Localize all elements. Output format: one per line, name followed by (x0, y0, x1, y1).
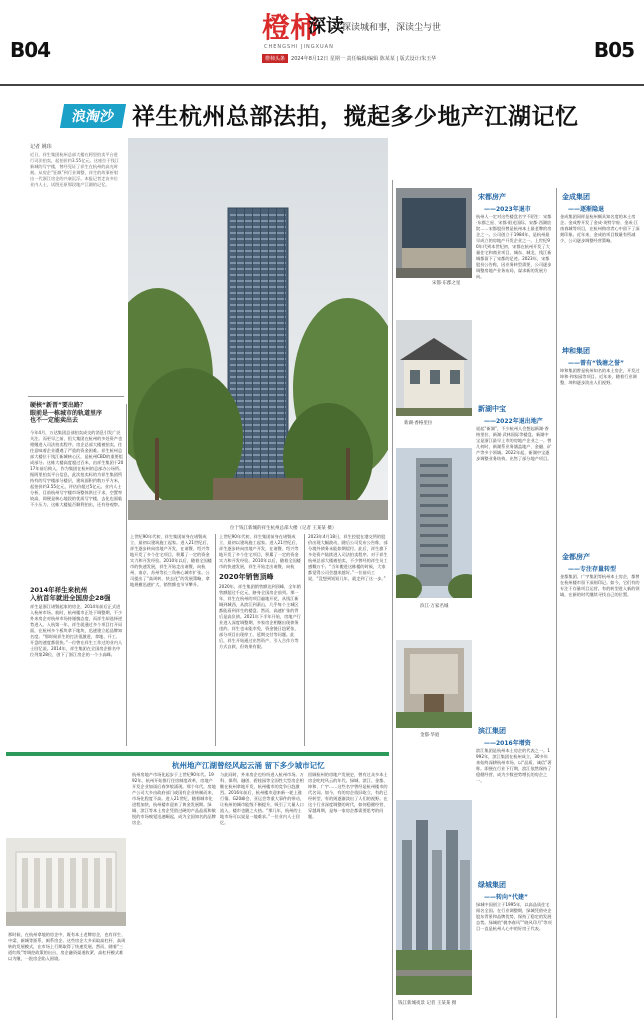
box-body-a: 杭州房地产市场化起步于上世纪90年代。1992年，杭州开始推行住房制度改革，房地产开发企业如雨后春笋般涌现。那个年代，房地产公司大多由政府部门或国有企业转制而来，市场化程度不高。进入21世纪，随着城市化进程加快，杭州楼市迎来了黄金发展期。绿城、滨江等本土房企凭借过硬的产品品质和敏锐的市场嗅觉迅速崛起，成为全国知名的品牌房企。 (132, 772, 216, 825)
main-photo-tower (128, 138, 388, 520)
body-col1b: 祥生是浙江诸暨起家的房企，2014年前后正式进入杭州市场。彼时，杭州楼市正处于调整期，不少外来房企对杭州市场持谨慎态度，而祥生却选择逆势进入。入杭第一年，祥生就通过多个项目打开局面，在杭州多个板块拿下地块，迅速建立起品牌知名度。“那时候祥生的打法很激进，拿地、开工、开盘的速度都很快。”一位曾在祥生工作过的业内人士回忆说。2014年，祥生集团在全国房企排名中位列第28位，创下了浙江房企的一个小高峰。 (30, 604, 123, 657)
side-caption-4: 金都·华庭 (420, 733, 440, 738)
section-tagline: 探读城和事，深读尘与世 (342, 23, 442, 33)
page-number-left: B04 (10, 38, 51, 62)
subhead-2: 2014年祥生来杭州 入杭首年就进全国房企28强 (30, 586, 111, 603)
right-divider-2 (556, 188, 557, 1018)
brand-logo: 橙柿 (262, 11, 319, 44)
r-head-3: 滨江集团 (478, 727, 506, 735)
r-sub-3: ——2016年增资 (484, 740, 531, 747)
subhead-1: 硬核“新晋”要出路？ 眼前是一栋城市的轨道里序 也不一定能卖出去 (30, 402, 103, 424)
main-headline: 祥生杭州总部法拍，搅起多少地产江湖记忆 (132, 104, 579, 130)
box-body-c: 回顾杭州的房地产发展史，曾有过众多本土房企叱咤风云的年代。绿城、滨江、金都、坤和、广宇……这些名字曾经是杭州楼市的代名词。如今，有的房企依旧屹立，有的已经转型，有的则逐渐淡出了人们的视野。在这个行业深度调整的时代，如何稳健经营、穿越周期，是每一家房企都需要思考的问题。 (308, 772, 388, 819)
body-col1a: 今年4月，万达集团总部拍卖成交的消息引发广泛关注。而更早之前，恒大集团在杭州的多处资产也相继进入司法拍卖程序。房企总部大楼被拍卖，往往意味着企业遭遇了严重的资金困难。祥生杭州总部大楼位于钱江新城核心区，是杭州CBD的重要组成部分。这栋大楼高度超过百米，由祥生集团于2017年前后购入，作为集团在杭州的总部办公场所。据阿里拍卖平台信息，此次拍卖标的为祥生集团所持有的写字楼部分楼层，建筑面积约数万平方米，起拍价约3.55亿元，评估价超过5亿元。业内人士分析，目前杭州写字楼市场整体供过于求，空置率较高，即便是核心地段的优质写字楼，去化也面临不小压力。这栋大楼能否顺利拍出，还有待观察。 (30, 430, 124, 507)
column-kicker: 浪淘沙 (60, 104, 126, 128)
r-head-5: 绿城集团 (478, 881, 506, 889)
r-sub-7: ——专注存量转型 (568, 566, 617, 573)
body-col2b: 2020年，祥生集团销售额达到顶峰，全年销售额超过千亿元，跻身全国房企前列。那一年，祥生在杭州的项目遍地开花，从钱江新城到城西，从滨江到萧山，几乎每个主城区都能看到祥生的楼盘。然而，高速扩张的背后是高负债。2021年下半年开始，房地产行业进入深度调整期，多家房企相继出现债务违约。祥生也未能幸免，资金链日趋紧张，部分项目出现停工、延期交付等问题。此后，祥生开始通过出售资产、引入合作方等方式自救，但效果有限。 (219, 584, 301, 649)
r-body-1: 杭州人一定对这些楼盘名字不陌生：宋都·东郡之星、宋都·阳光国际、宋都·西湖宸院……宋都股份曾是杭州本土最老牌的房企之一。公司创立于1984年，是杭州最早成立的房地产开发企业之一。上世纪90年代到本世纪初，宋都在杭州开发了大量住宅和商业项目，城东、城北、钱江新城都留下了宋都的足迹。2023年，宋都股份公告称，因业务转型需要，公司逐步调整房地产业务布局，谋求新的发展方向。 (476, 214, 552, 279)
r-head-2: 新湖中宝 (478, 405, 506, 413)
box-body-a-lower: 那时候，在杭州拿地的房企中，既有本土老牌房企，也有祥生、中梁、新城等浙系、闽系房企。这些房企大多采取高杠杆、高周转的发展模式，在市场上行期取得了快速发展。然而，随着“三道红线”等调控政策的出台，房企融资渠道收紧，高杠杆模式难以为继，一批房企陷入困境。 (8, 932, 126, 961)
box-body-b: 与此同时，外来房企也纷纷进入杭州市场。万科、保利、融创、碧桂园等全国性大型房企相继在杭州拿地开发，杭州楼市的竞争日趋激烈。2016年前后，杭州楼市迎来新一轮上涨行情。G20峰会、亚运会等重大事件的带动，让杭州的城市能级不断提升，吸引了大量人口流入，楼市也随之火热。“那几年，杭州的土地市场可以说是一地难求。”一位业内人士回忆。 (220, 772, 304, 825)
side-photo-5 (396, 800, 472, 995)
byline: 记者 姚玮 (30, 144, 52, 150)
r-head-4: 金成集团 (562, 193, 590, 201)
r-body-6: 坤和集团曾是杭州知名的本土房企，开发过坤和·和家园等项目。近年来，随着行业调整，坤和逐步淡出人们视野。 (560, 368, 640, 385)
side-caption-2: 新湖·香格里拉 (404, 421, 433, 426)
r-body-4: 金成集团同样是杭州颇具知名度的本土房企。金成曾开发了金成·英特学府、金成·江南春城等项目，在杭州购房者心中留下了深刻印象。近年来，金成的项目数量有所减少，公司逐步调整经营策略。 (560, 214, 640, 243)
main-photo-caption: 位于钱江新城的祥生杭州总部大楼（记者 王某某 摄） (230, 526, 337, 531)
box-top-bar (6, 752, 389, 756)
side-caption-5: 钱江新城夜景 记者 王某某 摄 (398, 1001, 457, 1006)
body-col2b-top: 上世纪90年代初，祥生集团前身在诸暨成立，最初以建筑施工起家。进入21世纪后，祥生逐步转向房地产开发，在诸暨、绍兴等地开发了多个住宅项目，积累了一定的资金实力和开发经验。2010年以后，随着全国楼市的快速发展，祥生开始走出诸暨，向杭 (219, 534, 301, 569)
page-header (0, 0, 644, 84)
lead-paragraph: 近日，祥生集团杭州总部大楼在阿里拍卖平台进行司法拍卖，起拍价约3.55亿元。这座位于钱江新城的写字楼，曾经见证了祥生在杭州的高光时刻。从房企“狂飙”到行业调整，祥生的故事折射出一代浙江房企的兴衰沉浮。本报记者走访多位业内人士，试图还原那段地产江湖的记忆。 (30, 152, 119, 187)
side-caption-3: 滨江·万家名城 (420, 604, 449, 609)
r-head-1: 宋都房产 (478, 193, 506, 201)
header-divider (0, 84, 644, 86)
header-info-strip (262, 54, 552, 62)
r-sub-1: ——2023年退市 (484, 206, 531, 213)
r-sub-6: ——曾有“钱塘之誉” (568, 360, 624, 367)
col-divider-3 (304, 534, 305, 746)
body-col3a: 2023年4月18日，祥生控股在港交所的股价出现大幅波动，随后公司发布公告称，部分境外债务未能如期偿付。此后，祥生旗下多处资产陆续进入司法拍卖程序。对于祥生杭州总部大楼被拍卖，不少曾经的祥生员工感慨万千。“当年搬进这栋楼的时候，大家都觉得公司会越来越好。”一位前员工说，“没想到短短几年，就走到了这一步。” (308, 534, 388, 581)
box-title: 杭州地产江湖曾经风起云涌 留下多少城市记忆 (172, 761, 325, 770)
side-photo-4 (396, 640, 472, 728)
r-sub-4: ——逐渐隐退 (568, 206, 605, 213)
side-photo-2 (396, 320, 472, 416)
r-head-6: 坤和集团 (562, 347, 590, 355)
box-photo-building (6, 838, 126, 926)
r-head-7: 金都房产 (562, 553, 590, 561)
col-divider-2 (215, 534, 216, 746)
r-body-2: 说起“新湖”，不少杭州人会想起新湖·香格里拉、新湖·武林国际等楼盘。新湖中宝是浙江最早上市的房地产企业之一。曾几何时，新湖系业务涵盖地产、金融、矿产等多个领域。2022年起，新湖中宝逐步调整业务结构，出售了部分地产项目。 (476, 426, 552, 461)
page-number-right: B05 (593, 38, 634, 62)
col-divider-1 (126, 404, 127, 746)
r-body-7: 金都集团、广宇集团等杭州本土房企，都曾在杭州楼市留下深刻印记。如今，它们有的专注于存量项目运营，有的转型进入新的领域，在新的时代继续寻找自己的位置。 (560, 574, 640, 597)
brand-logo-subtitle: CHENGSHI JINGXUAN (264, 44, 334, 50)
r-body-3: 滨江集团是杭州本土房企的代表之一。1992年，滨江集团在杭州成立，30多年来始终深耕杭州市场，以“品质、诚信”著称。即便在行业下行期，滨江依然保持了稳健经营，成为少数逆势增长的房企之一。 (476, 748, 552, 783)
side-photo-1 (396, 188, 472, 278)
right-divider (392, 180, 393, 1020)
subhead-3: 2020年销售顶峰 (219, 573, 274, 581)
header-badge: 橙柿头条 (262, 54, 288, 63)
r-sub-5: ——转向“代建” (484, 894, 528, 901)
body-col2a: 上世纪90年代初，祥生集团前身在诸暨成立，最初以建筑施工起家。进入21世纪后，祥生逐步转向房地产开发，在诸暨、绍兴等地开发了多个住宅项目，积累了一定的资金实力和开发经验。2010年以后，随着全国楼市的快速发展，祥生开始走出诸暨，向杭州、南京、苏州等长三角核心城市扩张。公司提出了“高周转、快去化”的发展策略，拿地规模迅速扩大，销售额也节节攀升。 (130, 534, 212, 587)
section-title: 深读 (308, 16, 344, 37)
r-sub-2: ——2022年退出地产 (484, 418, 543, 425)
header-info: 2024年8月12日 星期一 责任编辑/编辑 陈某某 | 版式设计/朱玉华 (291, 55, 437, 62)
r-body-5: 绿城中国创立于1995年，以高品质住宅闻名全国。在行业调整期，绿城凭借央企股东背景和品牌优势，保持了稳定的发展态势。绿城的“桃李春风”“晓风印月”等项目一直是杭州人心中的好房子代表。 (476, 902, 552, 931)
side-photo-3 (396, 448, 472, 598)
left-divider (28, 396, 124, 397)
side-caption-1: 宋都·东郡之星 (432, 281, 461, 286)
